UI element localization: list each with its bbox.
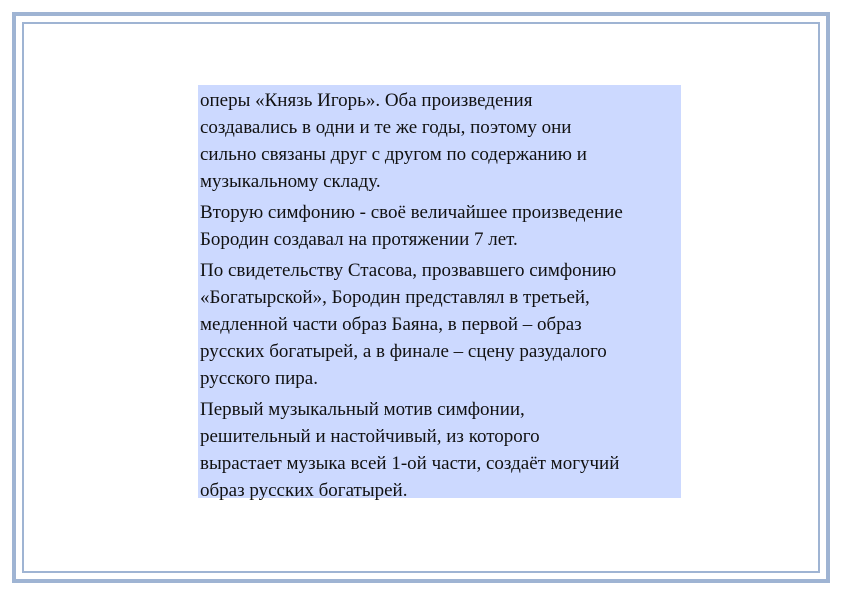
text-line: музыкальному складу. xyxy=(200,171,381,192)
text-line: создавались в одни и те же годы, поэтому они xyxy=(200,117,572,138)
text-line: «Богатырской», Бородин представлял в третьей, xyxy=(200,287,590,308)
text-line: вырастает музыка всей 1-ой части, создаёт могучий xyxy=(200,453,620,474)
text-line: По свидетельству Стасова, прозвавшего симфонию xyxy=(200,260,617,281)
text-box xyxy=(198,85,681,501)
text-line: образ русских богатырей. xyxy=(200,480,408,501)
text-line: Первый музыкальный мотив симфонии, xyxy=(200,399,525,420)
text-line: медленной части образ Баяна, в первой – образ xyxy=(200,314,582,335)
paragraph xyxy=(200,396,677,504)
paragraph xyxy=(200,257,677,392)
text-line: решительный и настойчивый, из которого xyxy=(200,426,540,447)
text-line: Вторую симфонию - своё величайшее произведение xyxy=(200,202,623,223)
text-line: оперы «Князь Игорь». Оба произведения xyxy=(200,90,533,111)
text-line: сильно связаны друг с другом по содержанию и xyxy=(200,144,587,165)
text-line: русских богатырей, а в финале – сцену разудалого xyxy=(200,341,607,362)
text-line: Бородин создавал на протяжении 7 лет. xyxy=(200,229,518,250)
paragraph xyxy=(200,199,677,253)
text-line: русского пира. xyxy=(200,368,318,389)
paragraph xyxy=(200,87,677,195)
